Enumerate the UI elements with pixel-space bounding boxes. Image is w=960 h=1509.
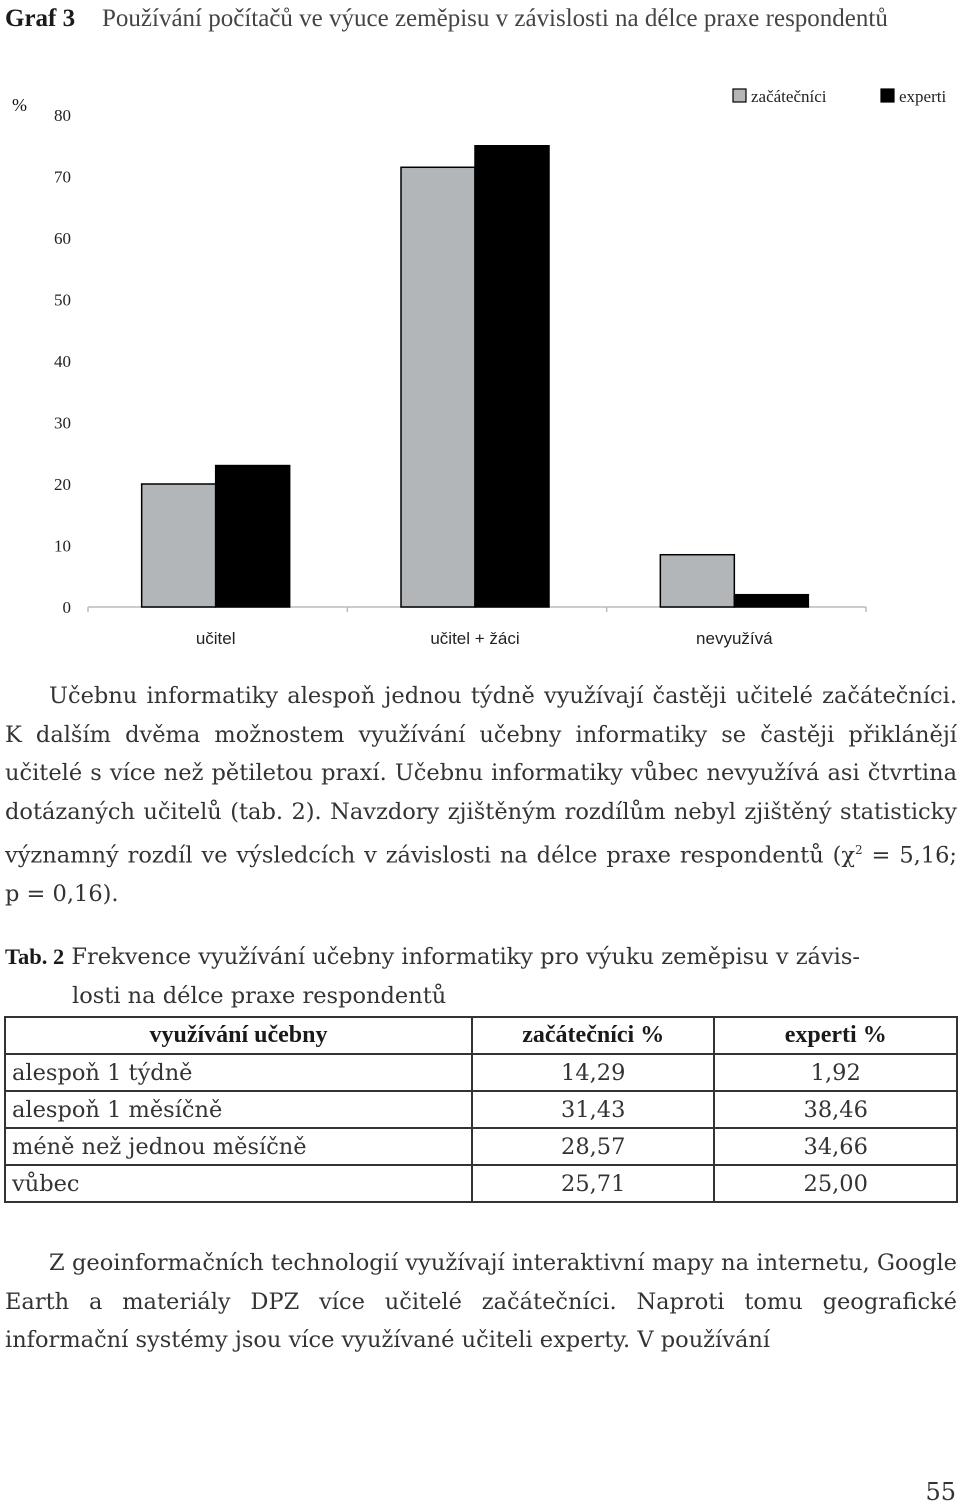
bar-experts (475, 146, 549, 607)
experts-value: 38,46 (714, 1091, 957, 1128)
table-caption-line2: losti na délce praxe respondentů (72, 982, 447, 1009)
y-tick-label: 60 (54, 229, 71, 248)
x-category-label: učitel + žáci (430, 629, 520, 648)
beginners-value: 31,43 (472, 1091, 715, 1128)
bar-beginners (660, 555, 734, 607)
table-row (5, 1054, 957, 1091)
paragraph-2-text: Z geoinformačních technologií využívají interaktivní mapy na internetu, Google Earth a materiály DPZ více učitelé začátečníci. Naproti tomu geografické informační systémy jsou více využívané učiteli experty. V používání (5, 1250, 957, 1353)
row-label: méně než jednou měsíčně (5, 1128, 472, 1165)
table-caption-line1: Frekvence využívání učebny informatiky pro výuku zeměpisu v závis- (71, 944, 861, 970)
y-tick-label: 10 (54, 536, 71, 556)
x-category-label: nevyužívá (696, 629, 773, 648)
legend-label: začátečníci (751, 87, 827, 106)
bar-beginners (401, 167, 475, 607)
y-tick-label: 40 (54, 352, 71, 371)
paragraph-2 (5, 1244, 957, 1360)
chi-square-superscript: 2 (855, 843, 863, 857)
y-tick-label: 70 (54, 167, 71, 187)
table-row (5, 1165, 957, 1202)
experts-value: 1,92 (714, 1054, 957, 1091)
header-experts: experti % (714, 1017, 957, 1054)
bar-chart (0, 80, 960, 660)
beginners-value: 14,29 (472, 1054, 715, 1091)
table-row (5, 1091, 957, 1128)
table-row (5, 1128, 957, 1165)
y-tick-label: 50 (54, 290, 71, 310)
legend-label: experti (899, 87, 947, 106)
header-beginners: začátečníci % (472, 1017, 715, 1054)
legend-swatch (881, 89, 894, 102)
table-caption (5, 938, 957, 1015)
experts-value: 25,00 (714, 1165, 957, 1202)
bar-experts (734, 595, 808, 607)
table-label: Tab. 2 (5, 944, 65, 969)
y-tick-label: 30 (54, 413, 71, 433)
paragraph-1 (5, 677, 957, 914)
x-category-label: učitel (195, 629, 236, 648)
row-label: alespoň 1 měsíčně (5, 1091, 472, 1128)
bar-beginners (142, 484, 216, 607)
paragraph-1-text: Učebnu informatiky alespoň jednou týdně využívají častěji učitelé začátečníci. K dalším dvěma možnostem využívání učebny informatiky se častěji přiklánějí učitelé s více než pětiletou praxí. Učebnu informatiky vůbec nevyužívá asi čtvrtina dotázaných učitelů (tab. 2). Navzdory zjištěným rozdílům nebyl zjištěný statisticky významný rozdíl ve výsledcích v závislosti na délce praxe respondentů (χ (5, 683, 957, 869)
beginners-value: 28,57 (472, 1128, 715, 1165)
figure-label: Graf 3 (5, 5, 76, 32)
beginners-value: 25,71 (472, 1165, 715, 1202)
page-number: 55 (925, 1478, 956, 1506)
table-header-row (5, 1017, 957, 1054)
y-tick-label: 80 (54, 106, 71, 125)
y-tick-label: 20 (54, 475, 71, 494)
figure-title: Používání počítačů ve výuce zeměpisu v závislosti na délce praxe respondentů (102, 5, 888, 32)
y-axis-label: % (12, 95, 27, 115)
y-tick-label: 0 (62, 598, 71, 617)
experts-value: 34,66 (714, 1128, 957, 1165)
bar-experts (216, 466, 290, 607)
row-label: vůbec (5, 1165, 472, 1202)
legend-swatch (733, 89, 746, 102)
paragraph-1-stat: = 5,16; p = 0,16). (5, 842, 957, 907)
row-label: alespoň 1 týdně (5, 1054, 472, 1091)
header-usage: využívání učebny (5, 1017, 472, 1054)
data-table (4, 1016, 958, 1203)
